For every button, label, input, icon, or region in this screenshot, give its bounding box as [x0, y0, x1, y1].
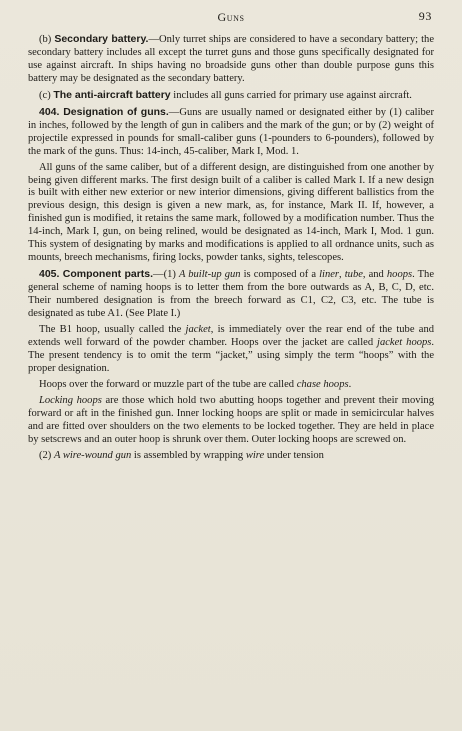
text-run: liner [319, 269, 340, 281]
paragraph-wire-wound-gun [28, 450, 434, 463]
paragraph-component-parts [28, 268, 434, 321]
text-run: , and [362, 269, 387, 281]
text-run: under tension [264, 449, 324, 461]
text-run: (c) [39, 89, 54, 101]
text-run: —(1) [153, 269, 179, 281]
paragraph-anti-aircraft-battery [28, 89, 434, 103]
text-run: , is immediately over the rear end of the tube and extends well forward of the powder chamber. Hoops over the jacket are called [28, 324, 434, 348]
text-run: The B1 hoop, usually called the [39, 324, 186, 336]
text-run: are those which hold two abutting hoops together and prevent their moving forward or aft in the finished gun. Inner locking hoops are split or made in semicircular halves and are fitted over shoulders on the two elements to be locked together. They are held in place by setscrews and an outer hoop is shrunk over them. Outer locking hoops are screwed on. [28, 394, 434, 445]
text-run: The anti-aircraft battery [53, 88, 171, 101]
text-run: Hoops over the forward or muzzle part of the tube are called [39, 378, 297, 390]
text-run: is composed of a [240, 269, 320, 281]
text-run: . [348, 378, 352, 390]
text-run: —Guns are usually named or designated either by (1) caliber in inches, followed by the length of gun in calibers and the mark of the gun; or by (2) weight of projectile expressed in pounds for small-caliber guns (1-pounders to 6-pounders), followed by the mark of the guns. Thus: 14-inch, 45-caliber, Mark I, Mod. 1. [28, 106, 434, 157]
text-run: —Only turret ships are considered to have a secondary battery; the secondary battery includes all except the turret guns and those guns specifically designated for use against aircraft. In ships having no broadside guns other than double purpose guns this battery may be designated as the secondary battery. [28, 34, 434, 84]
text-run: hoops [386, 269, 413, 281]
page-number: 93 [418, 9, 432, 23]
paragraph-marks-and-modifications [28, 162, 434, 266]
paragraph-secondary-battery [28, 33, 434, 86]
text-run: wire [245, 449, 265, 461]
paragraph-locking-hoops [28, 395, 434, 447]
text-run: jacket [185, 324, 211, 336]
text-run: 404. Designation of guns. [39, 105, 169, 118]
body-text [28, 33, 434, 463]
text-run: 405. Component parts. [39, 268, 154, 281]
paragraph-chase-hoops [28, 379, 434, 392]
text-run: jacket hoops [377, 336, 432, 348]
text-run: includes all guns carried for primary use against aircraft. [170, 89, 412, 101]
text-run: All guns of the same caliber, but of a different design, are distinguished from one another by being given different marks. The first design built of a caliber is called Mark I. If a new design is built with either new exterior or new interior dimensions, giving different ballistics from the previous design, this design is given a new mark, as, for instance, Mark II. If, however, a finished gun is modified, it retains the same mark, followed by a modification number. Thus the 14-inch, Mark I, gun, on being relined, would be designated as 14-inch, Mark I, Mod. 1 gun. This system of designating by marks and modifications is applied to all ordnance units, such as mounts, breech mechanisms, firing locks, powder tanks, sights, telescopes. [28, 161, 434, 264]
text-run: tube [344, 269, 363, 281]
text-run: Locking hoops [39, 394, 102, 406]
text-run: A built-up gun [178, 269, 241, 281]
page-header [28, 6, 434, 28]
text-run: chase hoops [296, 378, 349, 390]
paragraph-jacket [28, 324, 434, 376]
text-run: (2) [39, 449, 54, 461]
paragraph-designation-of-guns [28, 106, 434, 159]
text-run: Secondary battery. [54, 33, 149, 45]
text-run: A wire-wound gun [53, 449, 132, 461]
text-run: (b) [39, 34, 55, 45]
text-run: is assembled by wrapping [131, 449, 246, 461]
text-run: . The general scheme of naming hoops is to letter them from the bore outwards as A, B, C, D, etc. Their numbered designation is from the breech forward as C1, C2, C3, etc. The tube is designated as tube A1. (See Plate I.) [28, 269, 434, 320]
text-run: . The present tendency is to omit the term “jacket,” using simply the term “hoops” with the proper designation. [28, 336, 435, 374]
running-title: Guns [217, 10, 245, 24]
text-run: , [339, 269, 345, 281]
